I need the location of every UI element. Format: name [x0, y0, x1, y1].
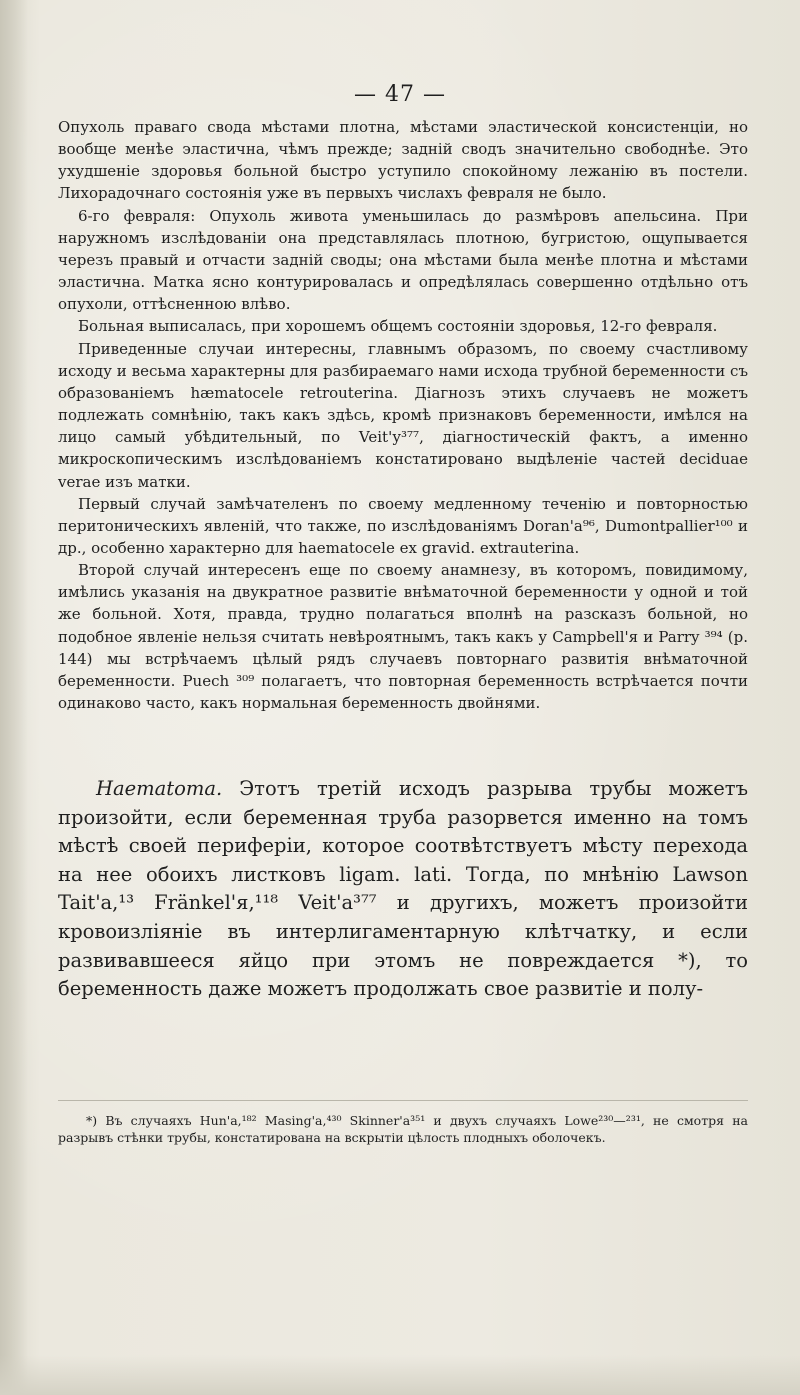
haematoma-text: Этотъ третій исходъ разрыва трубы можетъ произойти, если беременная труба разорвется именно на томъ мѣстѣ своей периферіи, которое соотвѣтствуетъ мѣсту перехода на нее обоихъ листковъ ligam. lati. Тогда, по мнѣнію Lawson Tait'а,¹³ Fränkel'я,¹¹⁸ Veit'а³⁷⁷ и другихъ, можетъ произойти кровоизліяніе въ интерлигаментарную клѣтчатку, и если развивавшееся яйцо при этомъ не повреждается *), то беременность даже можетъ продолжать свое развитіе и полу-: [58, 777, 748, 1001]
footnote: [58, 1112, 748, 1146]
paragraph-5: Первый случай замѣчателенъ по своему медленному теченію и повторностью перитоническихъ явленій, что также, по изслѣдованіямъ Doran'а⁹⁶, Dumontpallier¹⁰⁰ и др., особенно характерно для haematocele ex gravid. extrauterina.: [58, 494, 748, 557]
page-edge-shadow: [0, 0, 28, 1395]
page-number: — 47 —: [354, 82, 446, 107]
page-bottom-shadow: [0, 1355, 800, 1395]
paragraph-4: Приведенные случаи интересны, главнымъ образомъ, по своему счастливому исходу и весьма характерны для разбираемаго нами исхода трубной беременности съ образованіемъ hæmatocele retrouterina. Діагнозъ этихъ случаевъ не можетъ подлежать сомнѣнію, такъ какъ здѣсь, кромѣ признаковъ беременности, имѣлся на лицо самый убѣдительный, по Veit'у³⁷⁷, діагностическій фактъ, а именно микроскопическимъ изслѣдованіемъ констатировано выдѣленіе частей deciduae verae изъ матки.: [58, 339, 748, 491]
body-text: [58, 116, 748, 714]
paragraph-3: Больная выписалась, при хорошемъ общемъ состояніи здоровья, 12-го февраля.: [78, 317, 718, 336]
paragraph-2: 6-го февраля: Опухоль живота уменьшилась до размѣровъ апельсина. При наружномъ изслѣдованіи она представлялась плотною, бугристою, ощупывается черезъ правый и отчасти задній своды; она мѣстами была менѣе плотна и мѣстами эластична. Матка ясно контурировалась и опредѣлялась совершенно отдѣльно отъ опухоли, оттѣсненною влѣво.: [58, 206, 748, 314]
haematoma-term: Haematoma.: [96, 777, 223, 800]
paragraph-1: Опухоль праваго свода мѣстами плотна, мѣстами эластической консистенціи, но вообще менѣе эластична, чѣмъ прежде; задній сводъ значительно свободнѣе. Это ухудшеніе здоровья больной быстро уступило спокойному лежанію въ постели. Лихорадочнаго состоянія уже въ первыхъ числахъ февраля не было.: [58, 118, 748, 203]
footnote-text: *) Въ случаяхъ Hun'а,¹⁸² Masing'а,⁴³⁰ Skinner'а³⁵¹ и двухъ случаяхъ Lowe²³⁰—²³¹, не смотря на разрывъ стѣнки трубы, констатирована на вскрытіи цѣлость плодныхъ оболочекъ.: [58, 1113, 748, 1145]
paragraph-6: Второй случай интересенъ еще по своему анамнезу, въ которомъ, повидимому, имѣлись указанія на двукратное развитіе внѣматочной беременности у одной и той же больной. Хотя, правда, трудно полагаться вполнѣ на разсказъ больной, но подобное явленіе нельзя считать невѣроятнымъ, такъ какъ у Campbell'я и Parry ³⁹⁴ (р. 144) мы встрѣчаемъ цѣлый рядъ случаевъ повторнаго развитія внѣматочной беременности. Puech ³⁰⁹ полагаетъ, что повторная беременность встрѣчается почти одинаково часто, какъ нормальная беременность двойнями.: [58, 561, 748, 713]
large-text-section: [58, 775, 748, 1004]
haematoma-paragraph: [58, 775, 748, 1004]
footnote-divider: [58, 1100, 748, 1101]
